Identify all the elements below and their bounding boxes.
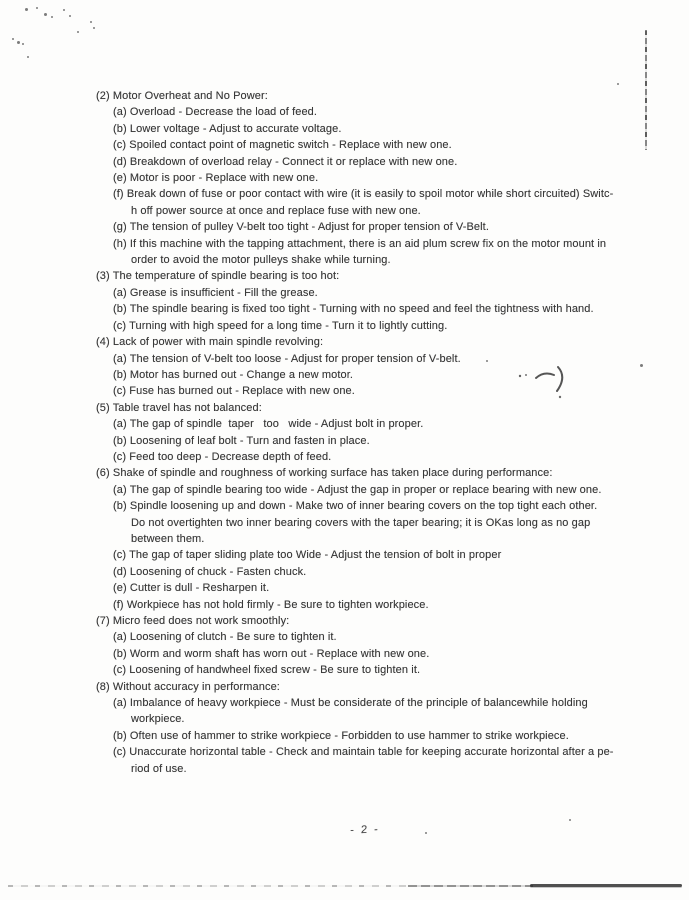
list-item: (e) Motor is poor - Replace with new one. — [113, 172, 319, 185]
scan-speck — [36, 7, 38, 9]
scan-speck — [77, 31, 79, 33]
list-item-continuation: h off power source at once and replace fuse with new one. — [131, 204, 421, 217]
list-item: (f) Workpiece has not hold firmly - Be sure to tighten workpiece. — [113, 598, 429, 611]
section-heading: (7) Micro feed does not work smoothly: — [96, 615, 290, 627]
list-item: (c) The gap of taper sliding plate too Wide - Adjust the tension of bolt in proper — [113, 549, 502, 562]
list-item: (d) Breakdown of overload relay - Connect it or replace with new one. — [113, 155, 458, 168]
scan-speck — [617, 83, 619, 85]
list-item: (c) Turning with high speed for a long time - Turn it to lightly cutting. — [113, 319, 448, 332]
scan-speck — [25, 8, 28, 11]
section-heading: (6) Shake of spindle and roughness of working surface has taken place during performance: — [96, 467, 553, 480]
section — [96, 400, 656, 466]
scan-speck — [44, 13, 47, 16]
document-body — [96, 88, 656, 777]
list-item: (b) Worm and worm shaft has worn out - Replace with new one. — [113, 647, 430, 660]
scan-speck — [27, 56, 29, 58]
section — [96, 465, 656, 613]
list-item: (a) The tension of V-belt too loose - Adjust for proper tension of V-belt. — [113, 352, 461, 365]
scan-edge-line-bottom-mid — [408, 885, 533, 887]
list-item: (c) Spoiled contact point of magnetic switch - Replace with new one. — [113, 139, 452, 152]
section-heading: (5) Table travel has not balanced: — [96, 401, 262, 414]
scan-speck — [569, 819, 571, 821]
list-item: (e) Cutter is dull - Resharpen it. — [113, 582, 270, 595]
list-item: (a) Loosening of clutch - Be sure to tighten it. — [113, 631, 337, 644]
section-heading: (2) Motor Overheat and No Power: — [96, 90, 268, 102]
list-item: (a) The gap of spindle taper too wide - Adjust bolt in proper. — [113, 418, 424, 431]
section — [96, 88, 656, 268]
list-item: (c) Fuse has burned out - Replace with new one. — [113, 385, 355, 398]
scan-speck — [63, 9, 65, 11]
list-item: (a) Imbalance of heavy workpiece - Must be considerate of the principle of balancewhile holding — [113, 697, 588, 710]
section-heading: (8) Without accuracy in performance: — [96, 680, 280, 693]
scan-edge-line-bottom-faint — [8, 885, 408, 887]
scan-speck — [69, 15, 71, 17]
list-item: (g) The tension of pulley V-belt too tight - Adjust for proper tension of V-Belt. — [113, 221, 489, 234]
list-item-continuation: workpiece. — [131, 713, 185, 726]
list-item: (b) The spindle bearing is fixed too tight - Turning with no speed and feel the tightness with hand. — [113, 303, 594, 316]
section-heading: (4) Lack of power with main spindle revolving: — [96, 336, 324, 349]
scan-speck — [425, 832, 427, 834]
list-item-continuation: Do not overtighten two inner bearing covers with the taper bearing; it is OKas long as no gap — [131, 516, 591, 529]
scan-speck — [51, 16, 53, 18]
list-item: (h) If this machine with the tapping attachment, there is an aid plum screw fix on the motor mount in — [113, 237, 607, 250]
list-item-continuation: riod of use. — [131, 762, 187, 775]
scan-edge-line-bottom-dark — [530, 884, 682, 887]
scan-speck — [90, 21, 92, 23]
section — [96, 334, 656, 400]
section — [96, 679, 656, 777]
list-item: (c) Feed too deep - Decrease depth of feed. — [113, 450, 332, 463]
section — [96, 613, 656, 679]
list-item: (d) Loosening of chuck - Fasten chuck. — [113, 565, 307, 578]
list-item: (b) Motor has burned out - Change a new motor. — [113, 368, 354, 381]
list-item: (c) Unaccurate horizontal table - Check and maintain table for keeping accurate horizontal after a pe- — [113, 746, 614, 759]
scan-speck — [12, 38, 14, 40]
list-item: (f) Break down of fuse or poor contact with wire (it is easily to spoil motor while short circuited) Switc- — [113, 188, 614, 201]
list-item: (a) The gap of spindle bearing too wide - Adjust the gap in proper or replace bearing with new one. — [113, 483, 602, 496]
section-heading: (3) The temperature of spindle bearing is too hot: — [96, 270, 340, 283]
list-item: (b) Spindle loosening up and down - Make two of inner bearing covers on the top tight each other. — [113, 500, 598, 513]
section — [96, 268, 656, 334]
scan-speck — [93, 27, 95, 29]
list-item: (a) Grease is insufficient - Fill the grease. — [113, 286, 318, 299]
scan-speck — [22, 43, 24, 45]
list-item: (a) Overload - Decrease the load of feed. — [113, 106, 318, 119]
page-number: - 2 - — [350, 823, 380, 837]
list-item: (b) Lower voltage - Adjust to accurate voltage. — [113, 122, 342, 135]
list-item: (b) Loosening of leaf bolt - Turn and fasten in place. — [113, 434, 370, 447]
scan-speck — [17, 41, 20, 44]
list-item: (c) Loosening of handwheel fixed screw - Be sure to tighten it. — [113, 664, 421, 677]
list-item-continuation: order to avoid the motor pulleys shake while turning. — [131, 254, 391, 267]
list-item: (b) Often use of hammer to strike workpiece - Forbidden to use hammer to strike workpiece. — [113, 729, 569, 742]
list-item-continuation: between them. — [131, 532, 205, 545]
